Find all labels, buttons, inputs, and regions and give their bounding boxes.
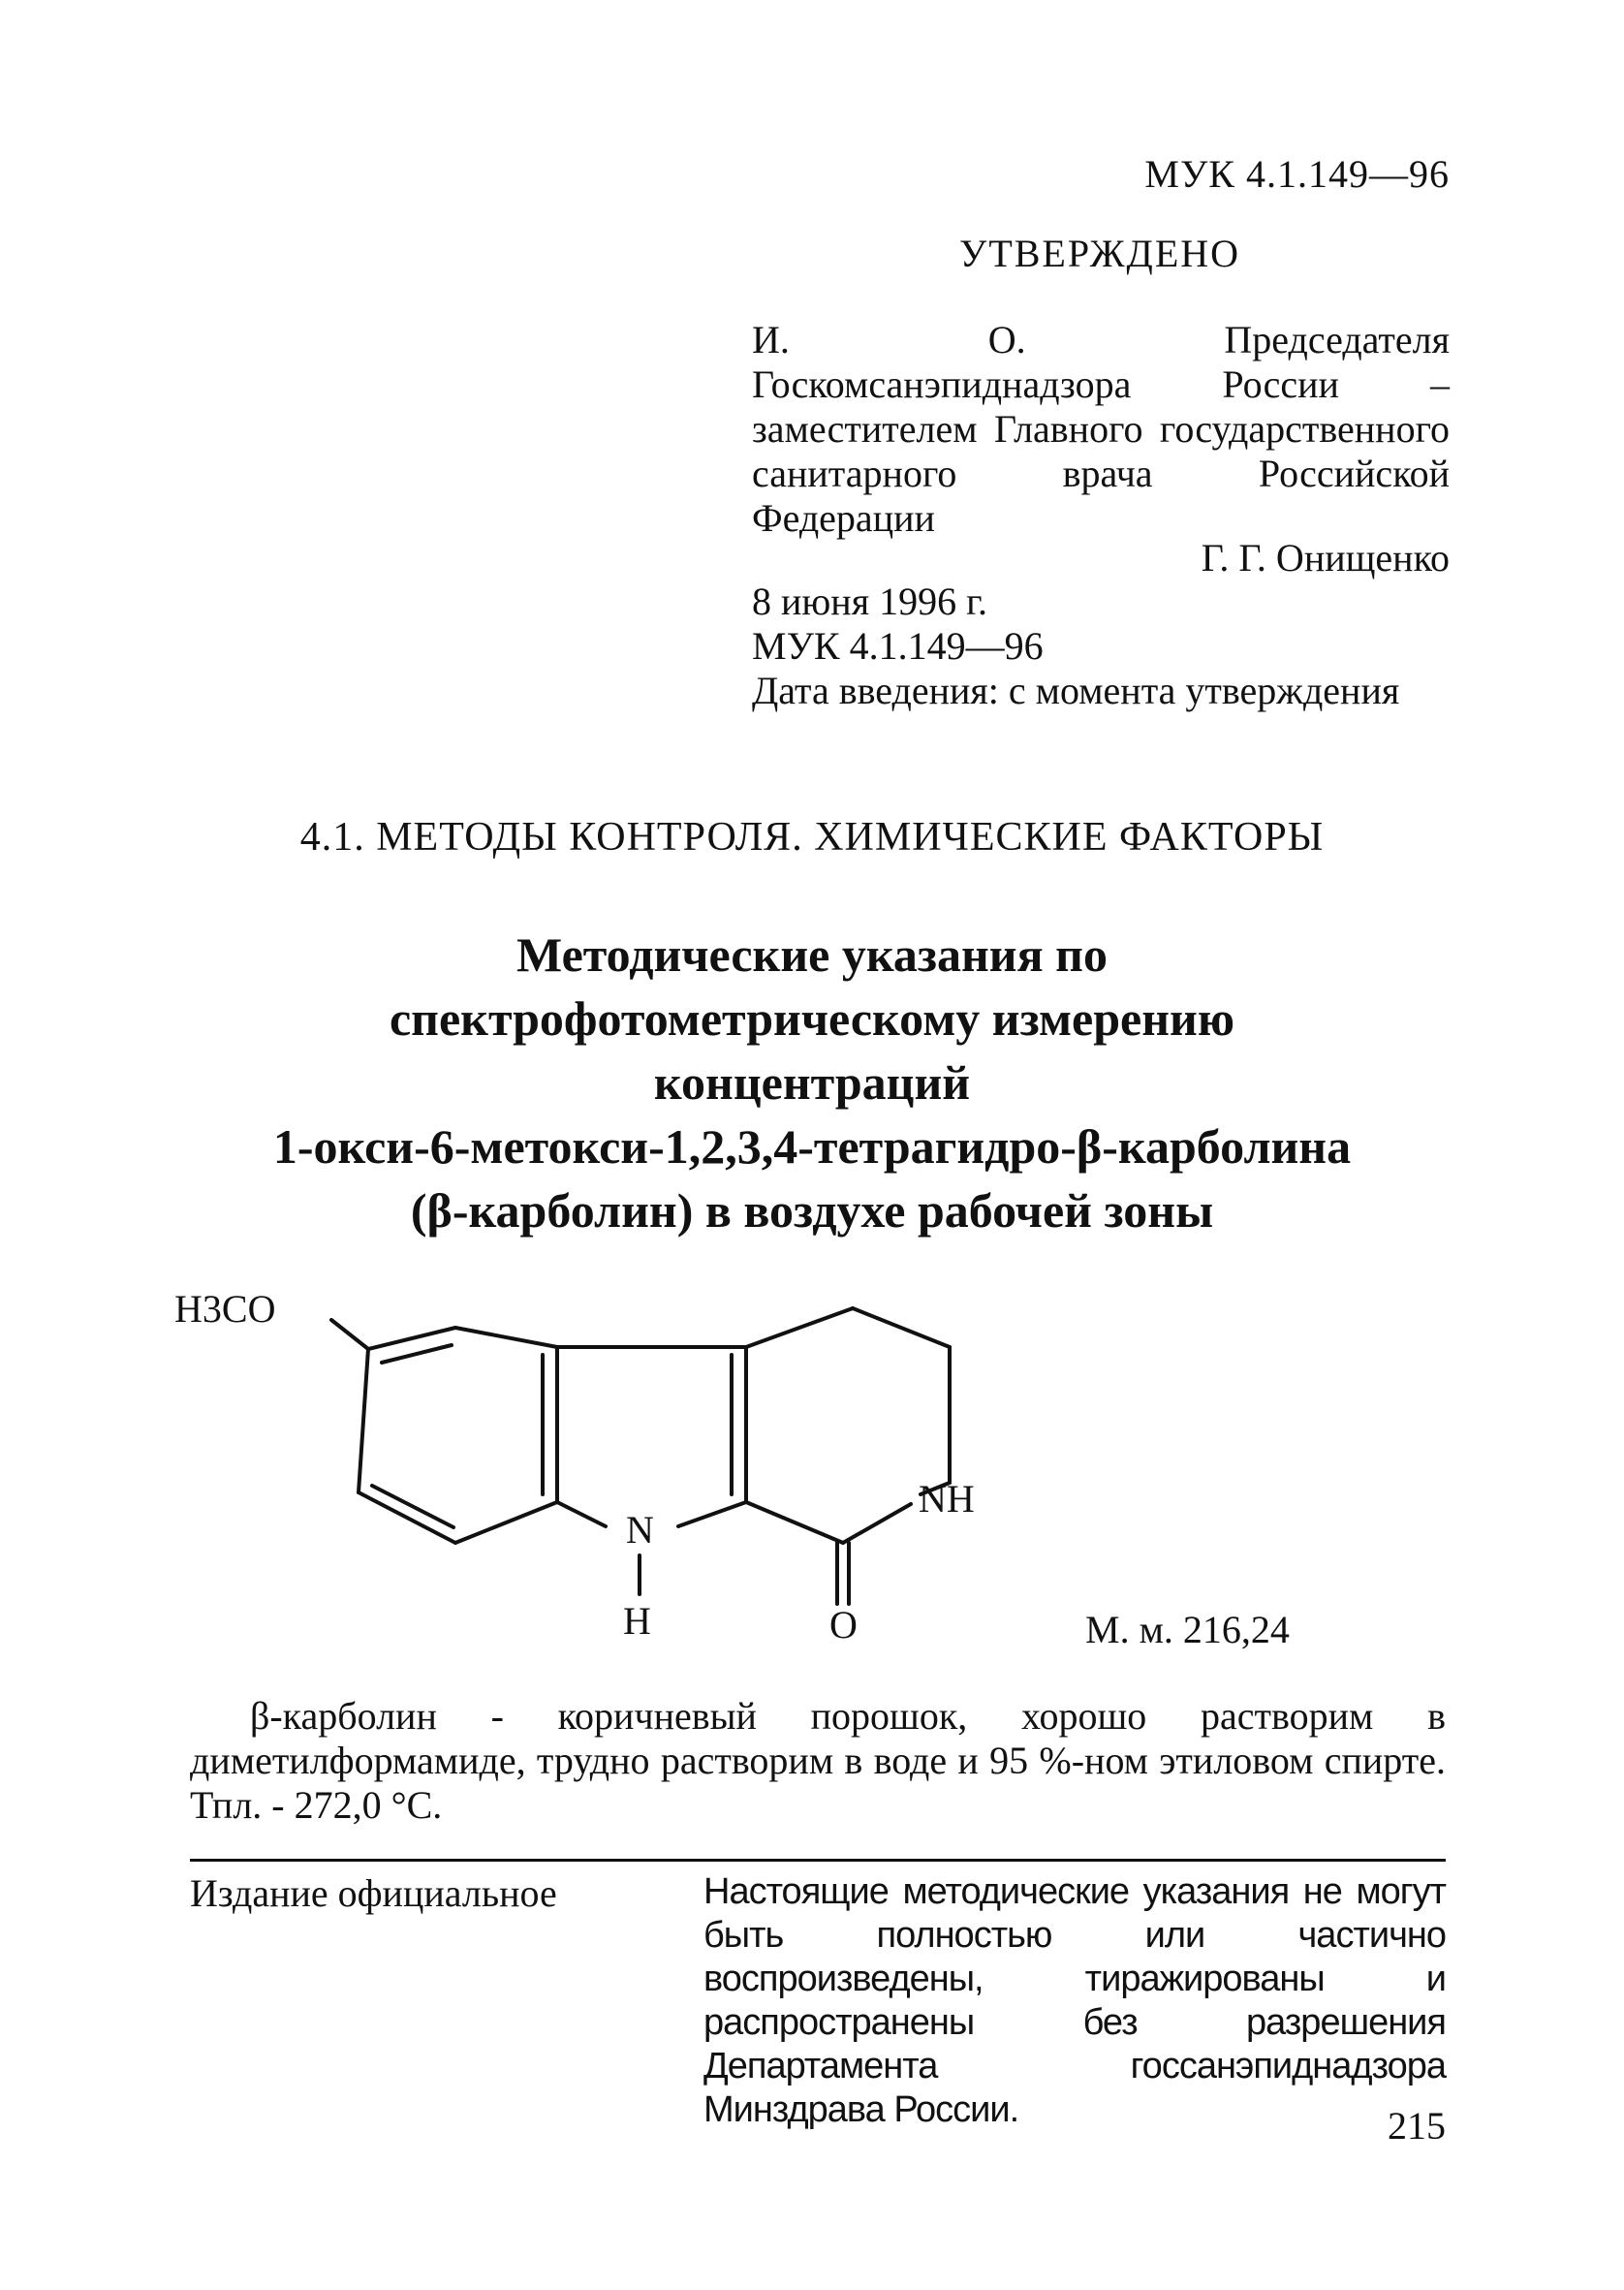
- title-line-1: Методические указания по: [516, 927, 1108, 982]
- approval-date: 8 июня 1996 г.: [752, 580, 987, 623]
- section-title: 4.1. МЕТОДЫ КОНТРОЛЯ. ХИМИЧЕСКИЕ ФАКТОРЫ: [299, 815, 1325, 860]
- document-code-repeat: МУК 4.1.149—96: [752, 624, 1044, 668]
- document-title: [0, 923, 1624, 1242]
- molar-mass: М. м. 216,24: [1085, 1608, 1290, 1651]
- carbonyl-o-label: O: [829, 1603, 858, 1647]
- methoxy-label: H3CO: [174, 1289, 276, 1331]
- title-line-5: (β-карболин) в воздухе рабочей зоны: [410, 1183, 1214, 1238]
- title-line-4: 1-окси-6-метокси-1,2,3,4-тетрагидро-β-карболина: [272, 1119, 1352, 1174]
- approver-title: И. О. Председателя Госкомсанэпиднадзора России – заместителем Главного государственного санитарного врача Российской Федерации: [752, 318, 1450, 540]
- introduction-date: Дата введения: с момента утверждения: [752, 669, 1400, 712]
- amine-nh-label: NH: [919, 1477, 975, 1521]
- indole-n-label: N: [626, 1508, 654, 1552]
- approval-meta: [752, 580, 1450, 713]
- chemical-structure: [174, 1289, 1046, 1696]
- document-code: МУК 4.1.149—96: [1144, 152, 1450, 196]
- title-line-3: концентраций: [653, 1055, 971, 1110]
- indole-h-label: H: [623, 1599, 651, 1643]
- edition-label: Издание официальное: [190, 1871, 557, 1915]
- page-number: 215: [1388, 2104, 1446, 2148]
- signer-name: Г. Г. Онищенко: [1201, 536, 1450, 580]
- footer-divider: [190, 1859, 1446, 1862]
- substance-description: β-карболин - коричневый порошок, хорошо растворим в диметилформамиде, трудно растворим в воде и 95 %-ном этиловом спирте. Тпл. - 272,0 °С.: [190, 1694, 1446, 1827]
- approval-heading: УТВЕРЖДЕНО: [959, 232, 1241, 275]
- title-line-2: спектрофотометрическому измерению: [389, 991, 1235, 1046]
- copyright-notice: Настоящие методические указания не могут быть полностью или частично воспроизведены, тиражированы и распространены без разрешения Департамента госсанэпиднадзора Минздрава России.: [703, 1871, 1446, 2130]
